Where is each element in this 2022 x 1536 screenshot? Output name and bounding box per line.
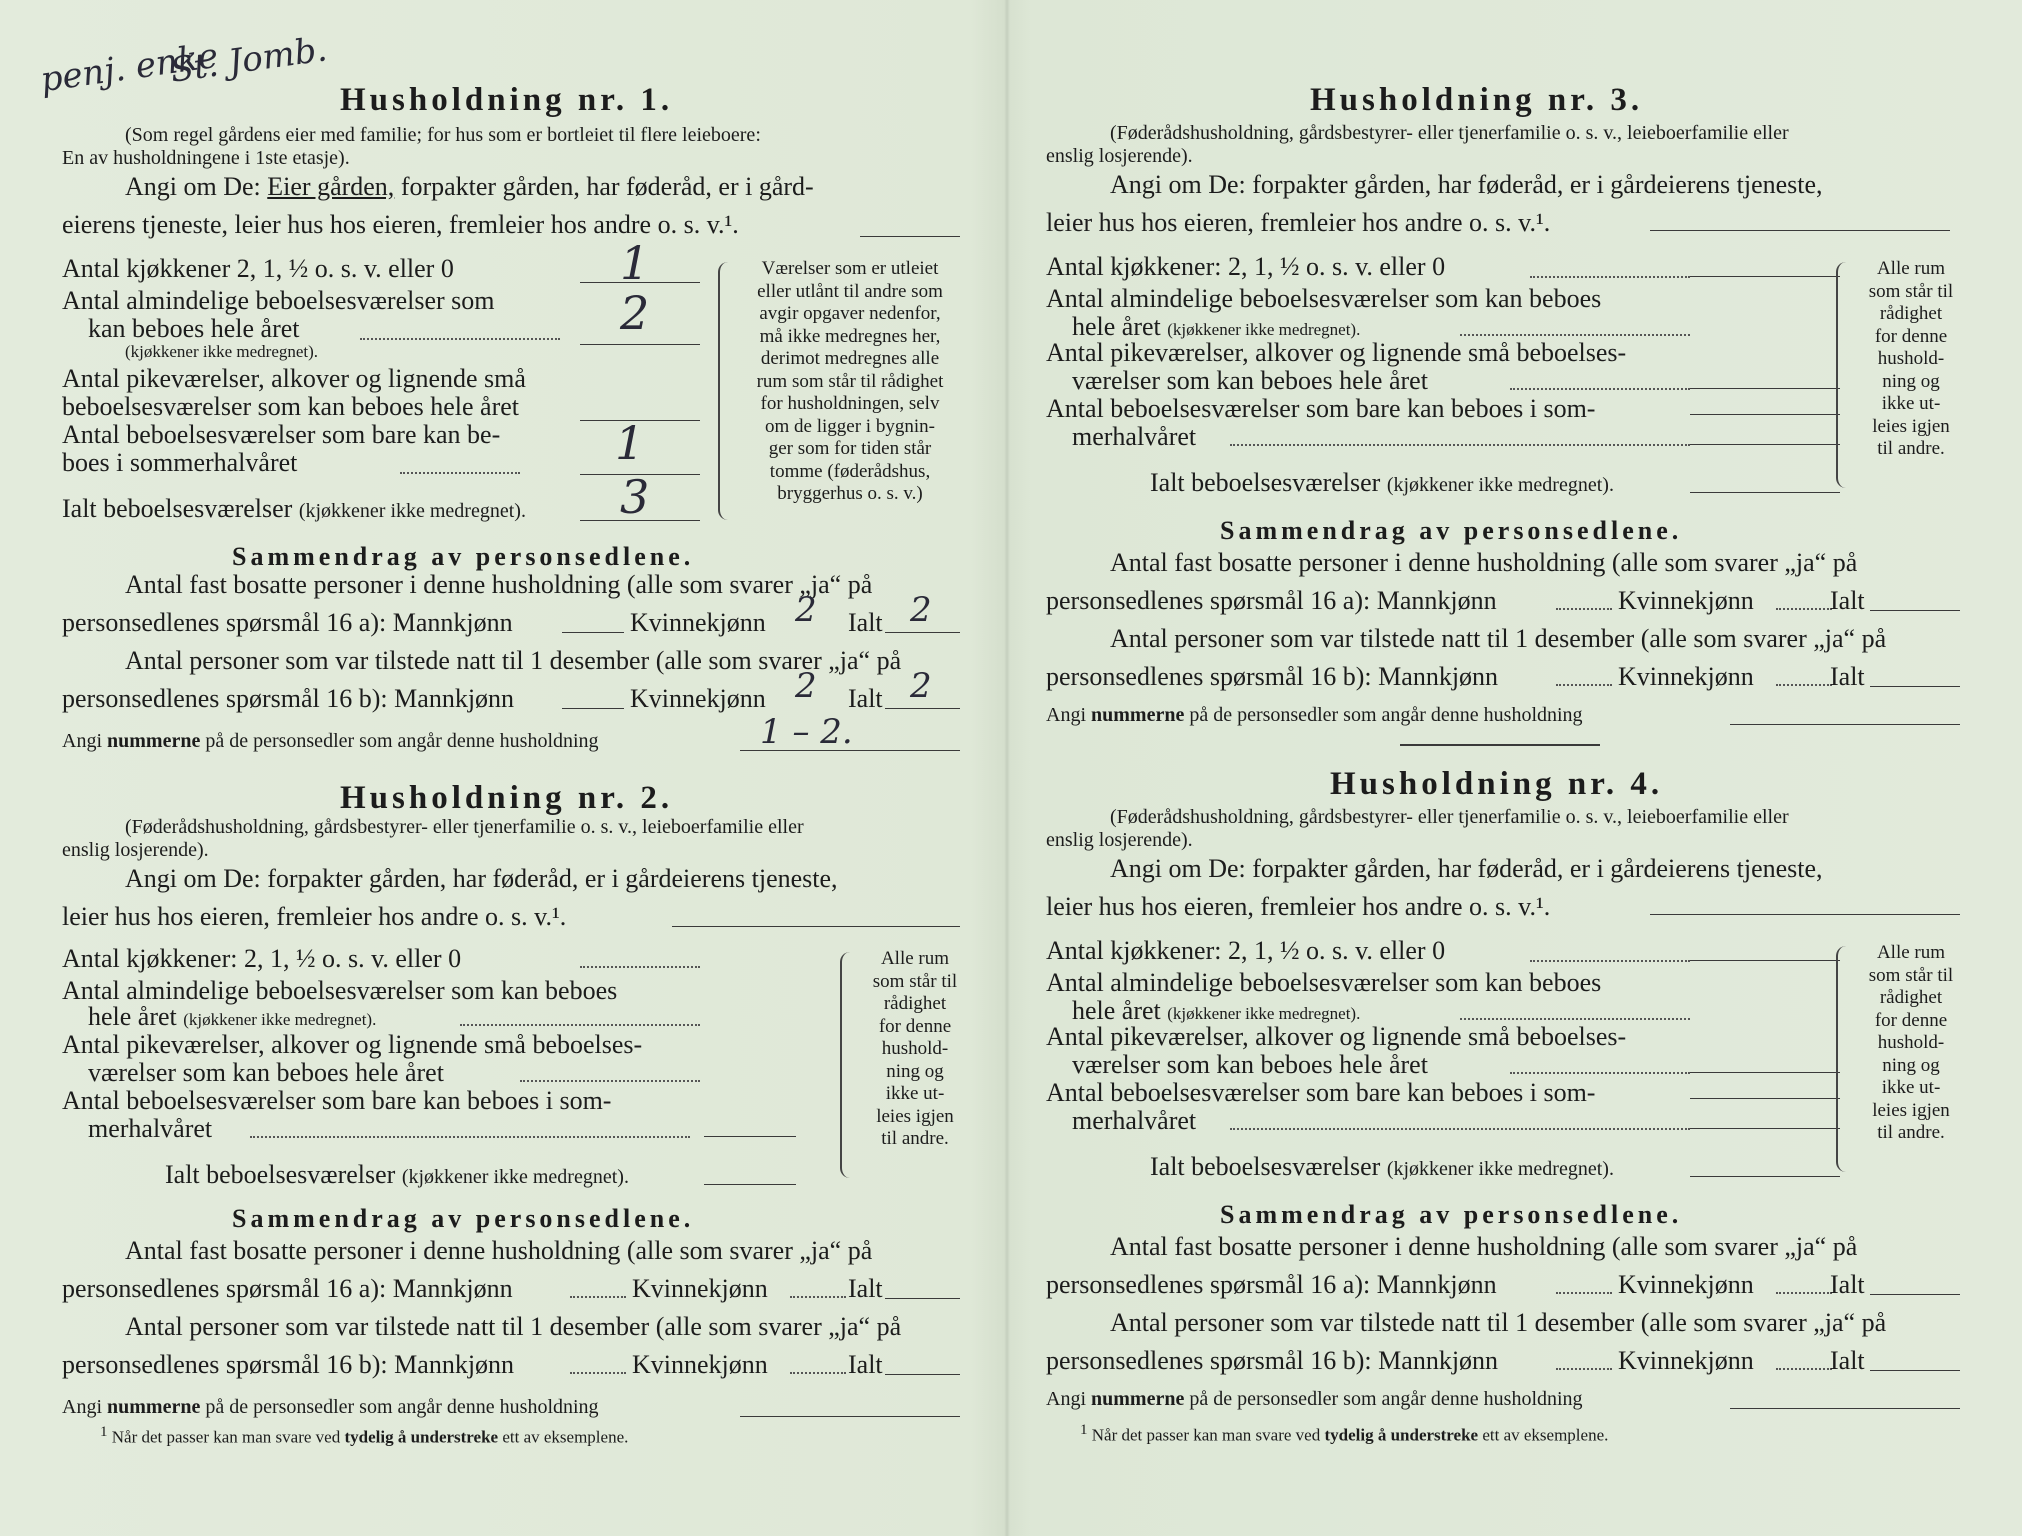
h1-rooms-value: 2 <box>620 286 650 340</box>
h3-s1-ialt-label: Ialt <box>1830 586 1865 615</box>
h1-summary-1a: Antal fast bosatte personer i denne husholdning (alle som svarer „ja“ på <box>125 570 873 599</box>
h3-s1-mann-dots <box>1556 608 1612 610</box>
h3-title: Husholdning nr. 3. <box>1310 82 1644 118</box>
h4-summary-1a: Antal fast bosatte personer i denne husholdning (alle som svarer „ja“ på <box>1110 1232 1858 1261</box>
h1-summary-2a: Antal personer som var tilstede natt til 1 desember (alle som svarer „ja“ på <box>125 646 902 675</box>
h3-total-label: Ialt beboelsesværelser <box>1150 468 1381 497</box>
h4-summer-top-line <box>1690 1098 1840 1099</box>
h4-row-summer-a: Antal beboelsesværelser som bare kan beboes i som- <box>1046 1078 1596 1107</box>
h4-angi-fill-line <box>1650 914 1960 915</box>
h3-subtitle-1: (Føderådshusholdning, gårdsbestyrer- eller tjenerfamilie o. s. v., leieboerfamilie eller <box>1110 122 1789 144</box>
h3-summary-1a: Antal fast bosatte personer i denne husholdning (alle som svarer „ja“ på <box>1110 548 1858 577</box>
h1-row-summer-a: Antal beboelsesværelser som bare kan be- <box>62 420 501 449</box>
h2-summer-dots <box>250 1136 690 1138</box>
footnote-left-pre: Når det passer kan man svare ved <box>111 1427 341 1447</box>
h3-note-line: Alle rum <box>1876 258 1946 279</box>
h4-note-line: rådighet <box>1879 987 1943 1008</box>
h1-subtitle-1: (Som regel gårdens eier med familie; for hus som er bortleiet til flere leieboere: <box>125 124 761 146</box>
h2-s2-ialt-line <box>885 1374 960 1375</box>
h3-angi-line1: Angi om De: forpakter gården, har føderåd, er i gårdeierens tjeneste, <box>1110 170 1823 199</box>
h1-note-line: må ikke medregnes her, <box>759 325 941 347</box>
h4-angi-line1: Angi om De: forpakter gården, har føderåd, er i gårdeierens tjeneste, <box>1110 854 1823 883</box>
h2-s1-mann-dots <box>570 1296 626 1298</box>
footnote-left <box>100 1424 628 1448</box>
h2-s1-ialt-label: Ialt <box>848 1274 883 1303</box>
h3-numbers-bold: nummerne <box>1091 704 1185 726</box>
h2-rooms-c-text: (kjøkkener ikke medregnet). <box>183 1010 377 1029</box>
footnote-right-post: ett av eksemplene. <box>1482 1425 1609 1445</box>
h1-note-line: eller utlånt til andre som <box>757 280 943 302</box>
h3-numbers-pre: Angi <box>1046 704 1086 726</box>
h4-row-small-b: værelser som kan beboes hele året <box>1072 1050 1428 1079</box>
h1-row-rooms-b: kan beboes hele året <box>88 314 300 343</box>
h4-title: Husholdning nr. 4. <box>1330 766 1664 802</box>
footnote-left-bold: tydelig å understreke <box>344 1427 499 1447</box>
h1-side-note <box>730 258 970 506</box>
h3-row-summer-a: Antal beboelsesværelser som bare kan beboes i som- <box>1046 394 1596 423</box>
h1-row-kitchens: Antal kjøkkener 2, 1, ½ o. s. v. eller 0 <box>62 254 454 283</box>
margin-note-line2: St. Jomb. <box>167 29 330 91</box>
h3-row-small-b: værelser som kan beboes hele året <box>1072 366 1428 395</box>
h2-angi-line1: Angi om De: forpakter gården, har føderåd, er i gårdeierens tjeneste, <box>125 864 838 893</box>
h4-numbers-line <box>1730 1408 1960 1409</box>
footnote-left-post: ett av eksemplene. <box>502 1427 629 1447</box>
h3-row-summer-b: merhalvåret <box>1072 422 1197 451</box>
h4-note-line: Alle rum <box>1876 942 1946 963</box>
h4-s1-mann-dots <box>1556 1292 1612 1294</box>
h3-summary-title: Sammendrag av personsedlene. <box>1220 516 1683 545</box>
h2-numbers-line <box>740 1416 960 1417</box>
h4-note-line: hushold- <box>1877 1032 1945 1053</box>
h4-s1-ialt-label: Ialt <box>1830 1270 1865 1299</box>
h1-rooms-line <box>580 344 700 345</box>
footnote-left-mark: 1 <box>100 1424 108 1440</box>
h4-row-total <box>1150 1152 1614 1182</box>
h2-row-small-b: værelser som kan beboes hele året <box>88 1058 444 1087</box>
h3-angi-line2: leier hus hos eieren, fremleier hos andre o. s. v.¹. <box>1046 208 1551 237</box>
h2-total-label: Ialt beboelsesværelser <box>165 1160 396 1189</box>
h1-note-line: ger som for tiden står <box>768 438 932 459</box>
h2-numbers-bold: nummerne <box>107 1396 201 1418</box>
h4-s2-mann-dots <box>1556 1368 1612 1370</box>
h1-summary-title: Sammendrag av personsedlene. <box>232 542 695 571</box>
h1-total-value: 3 <box>620 470 650 524</box>
h2-numbers-row <box>62 1396 599 1419</box>
h1-note-line: Værelser som er utleiet <box>761 258 939 279</box>
h3-numbers-row <box>1046 704 1583 727</box>
h2-summary-2a: Antal personer som var tilstede natt til 1 desember (alle som svarer „ja“ på <box>125 1312 902 1341</box>
h1-kitchens-value: 1 <box>620 236 650 290</box>
h3-rooms-dots <box>1460 334 1690 336</box>
h2-rooms-b-text: hele året <box>88 1002 177 1031</box>
h1-title: Husholdning nr. 1. <box>340 82 674 118</box>
h4-row-rooms-a: Antal almindelige beboelsesværelser som kan beboes <box>1046 968 1602 997</box>
h2-note-line: ning og <box>886 1060 944 1082</box>
h1-s2-ialt-value: 2 <box>910 666 932 706</box>
h1-summer-dots <box>400 472 520 474</box>
h1-numbers-post: på de personsedler som angår denne husholdning <box>205 730 599 752</box>
h1-angi-fill-line <box>860 236 960 237</box>
h3-row-kitchens: Antal kjøkkener: 2, 1, ½ o. s. v. eller 0 <box>1046 252 1446 281</box>
h3-s1-mann-label: personsedlenes spørsmål 16 a): Mannkjønn <box>1046 586 1497 615</box>
h1-s2-kvinne-value: 2 <box>795 666 817 706</box>
h2-row-total <box>165 1160 629 1190</box>
h4-summary-title: Sammendrag av personsedlene. <box>1220 1200 1683 1229</box>
h4-subtitle-1: (Føderådshusholdning, gårdsbestyrer- eller tjenerfamilie o. s. v., leieboerfamilie eller <box>1110 806 1789 828</box>
h1-s2-ialt-line <box>885 708 960 709</box>
h4-s1-ialt-line <box>1870 1294 1960 1295</box>
h2-row-summer-b: merhalvåret <box>88 1114 213 1143</box>
h4-numbers-pre: Angi <box>1046 1388 1086 1410</box>
h1-s2-kvinne-label: Kvinnekjønn <box>630 684 766 713</box>
h3-row-rooms-a: Antal almindelige beboelsesværelser som kan beboes <box>1046 284 1602 313</box>
h2-s2-kvinne-dots <box>790 1372 846 1374</box>
h3-summer-top-line <box>1690 414 1840 415</box>
h3-s1-ialt-line <box>1870 610 1960 611</box>
h2-row-summer-a: Antal beboelsesværelser som bare kan beboes i som- <box>62 1086 612 1115</box>
h2-s2-mann-label: personsedlenes spørsmål 16 b): Mannkjønn <box>62 1350 515 1379</box>
h1-s2-ialt-label: Ialt <box>848 684 883 713</box>
h1-row-small-a: Antal pikeværelser, alkover og lignende små <box>62 364 526 393</box>
h3-rooms-b-text: hele året <box>1072 312 1161 341</box>
h2-summary-1a: Antal fast bosatte personer i denne husholdning (alle som svarer „ja“ på <box>125 1236 873 1265</box>
h3-row-small-a: Antal pikeværelser, alkover og lignende små beboelses- <box>1046 338 1627 367</box>
h4-note-line: som står til <box>1868 964 1954 986</box>
h3-s1-kvinne-dots <box>1776 608 1832 610</box>
h4-s2-ialt-line <box>1870 1370 1960 1371</box>
h1-total-note: (kjøkkener ikke medregnet). <box>298 500 526 522</box>
h3-s2-ialt-label: Ialt <box>1830 662 1865 691</box>
h4-side-note <box>1846 942 1976 1145</box>
h1-note-line: derimot medregnes alle <box>760 348 940 369</box>
h4-rooms-dots <box>1460 1018 1690 1020</box>
h1-subtitle-2: En av husholdningene i 1ste etasje). <box>62 147 350 169</box>
h3-note-line: rådighet <box>1879 303 1943 324</box>
h1-note-line: rum som står til rådighet <box>756 370 944 392</box>
h1-s1-kvinne-label: Kvinnekjønn <box>630 608 766 637</box>
h2-note-line: hushold- <box>881 1038 949 1059</box>
h2-total-line <box>704 1184 796 1185</box>
h2-s2-ialt-label: Ialt <box>848 1350 883 1379</box>
h3-total-note: (kjøkkener ikke medregnet). <box>1386 474 1614 496</box>
h4-s1-mann-label: personsedlenes spørsmål 16 a): Mannkjønn <box>1046 1270 1497 1299</box>
h4-s2-kvinne-dots <box>1776 1368 1832 1370</box>
h2-angi-line2: leier hus hos eieren, fremleier hos andre o. s. v.¹. <box>62 902 567 931</box>
h3-note-line: til andre. <box>1877 438 1945 459</box>
h4-s2-kvinne-label: Kvinnekjønn <box>1618 1346 1754 1375</box>
h1-note-line: tomme (føderådshus, <box>769 460 931 482</box>
h2-numbers-pre: Angi <box>62 1396 102 1418</box>
h1-row-rooms-c: (kjøkkener ikke medregnet). <box>125 342 319 361</box>
h2-note-line: ikke ut- <box>885 1083 945 1104</box>
h4-numbers-row <box>1046 1388 1583 1411</box>
h4-small-line <box>1690 1072 1840 1073</box>
h4-small-dots <box>1510 1072 1690 1074</box>
h4-numbers-post: på de personsedler som angår denne husholdning <box>1189 1388 1583 1410</box>
h3-row-total <box>1150 468 1614 498</box>
h1-angi-line1 <box>125 172 814 202</box>
h3-summer-line <box>1690 444 1840 445</box>
h1-total-label: Ialt beboelsesværelser <box>62 494 293 523</box>
footnote-right-bold: tydelig å understreke <box>1324 1425 1479 1445</box>
h4-summer-line <box>1690 1128 1840 1129</box>
h3-note-line: for denne <box>1874 325 1948 347</box>
h3-note-line: ning og <box>1882 370 1940 392</box>
h2-note-line: rådighet <box>883 993 947 1014</box>
h3-summary-2a: Antal personer som var tilstede natt til 1 desember (alle som svarer „ja“ på <box>1110 624 1887 653</box>
h2-row-rooms-a: Antal almindelige beboelsesværelser som kan beboes <box>62 976 618 1005</box>
h1-s1-ialt-label: Ialt <box>848 608 883 637</box>
h3-s2-kvinne-dots <box>1776 684 1832 686</box>
h3-kitchens-dots <box>1530 276 1690 278</box>
h3-s2-ialt-line <box>1870 686 1960 687</box>
h3-angi-fill-line <box>1650 230 1950 231</box>
h4-note-line: ning og <box>1882 1054 1940 1076</box>
h1-row-total <box>62 494 526 524</box>
h4-s2-mann-label: personsedlenes spørsmål 16 b): Mannkjønn <box>1046 1346 1499 1375</box>
h4-row-small-a: Antal pikeværelser, alkover og lignende små beboelses- <box>1046 1022 1627 1051</box>
h2-row-rooms-b <box>88 1002 376 1032</box>
h3-summer-dots <box>1230 444 1690 446</box>
h2-note-line: Alle rum <box>880 948 950 969</box>
h1-s2-mann-line <box>562 708 624 709</box>
h3-side-note <box>1846 258 1976 461</box>
h2-summer-line <box>704 1136 796 1137</box>
h3-s1-kvinne-label: Kvinnekjønn <box>1618 586 1754 615</box>
h3-subtitle-2: enslig losjerende). <box>1046 145 1193 167</box>
h2-note-line: for denne <box>878 1015 952 1037</box>
h4-note-line: for denne <box>1874 1009 1948 1031</box>
h2-subtitle-2: enslig losjerende). <box>62 839 209 861</box>
h4-summer-dots <box>1230 1128 1690 1130</box>
h4-kitchens-dots <box>1530 960 1690 962</box>
h1-angi-prefix: Angi om De: <box>125 172 261 201</box>
h4-kitchens-line <box>1690 960 1840 961</box>
h3-note-line: ikke ut- <box>1881 393 1941 414</box>
right-page <box>1010 0 2022 1536</box>
h1-angi-line2: eierens tjeneste, leier hus hos eieren, fremleier hos andre o. s. v.¹. <box>62 210 739 239</box>
h2-row-kitchens: Antal kjøkkener: 2, 1, ½ o. s. v. eller 0 <box>62 944 462 973</box>
h1-s1-ialt-line <box>885 632 960 633</box>
h2-s1-kvinne-label: Kvinnekjønn <box>632 1274 768 1303</box>
h4-summary-2a: Antal personer som var tilstede natt til 1 desember (alle som svarer „ja“ på <box>1110 1308 1887 1337</box>
h3-kitchens-line <box>1690 276 1840 277</box>
h3-total-line <box>1690 492 1840 493</box>
h4-s1-kvinne-dots <box>1776 1292 1832 1294</box>
h2-s2-mann-dots <box>570 1372 626 1374</box>
h1-summary-1b <box>62 608 513 638</box>
h2-s1-mann-label: personsedlenes spørsmål 16 a): Mannkjønn <box>62 1274 513 1303</box>
h3-numbers-post: på de personsedler som angår denne husholdning <box>1189 704 1583 726</box>
h1-numbers-row <box>62 730 599 753</box>
h4-note-line: leies igjen <box>1872 1099 1950 1121</box>
h2-note-line: til andre. <box>881 1128 949 1149</box>
footnote-right-mark: 1 <box>1080 1422 1088 1438</box>
footnote-right-pre: Når det passer kan man svare ved <box>1091 1425 1321 1445</box>
h2-note-line: leies igjen <box>876 1105 954 1127</box>
h1-note-line: om de ligger i bygnin- <box>765 415 935 437</box>
h2-note-line: som står til <box>872 970 958 992</box>
h3-rooms-c-text: (kjøkkener ikke medregnet). <box>1167 320 1361 339</box>
h3-s2-mann-dots <box>1556 684 1612 686</box>
h2-kitchens-dots <box>580 966 700 968</box>
h4-total-line <box>1690 1176 1840 1177</box>
h4-angi-line2: leier hus hos eieren, fremleier hos andre o. s. v.¹. <box>1046 892 1551 921</box>
h2-numbers-post: på de personsedler som angår denne husholdning <box>205 1396 599 1418</box>
h4-note-line: til andre. <box>1877 1122 1945 1143</box>
h4-rooms-c-text: (kjøkkener ikke medregnet). <box>1167 1004 1361 1023</box>
h3-s2-kvinne-label: Kvinnekjønn <box>1618 662 1754 691</box>
h4-total-note: (kjøkkener ikke medregnet). <box>1386 1158 1614 1180</box>
h1-numbers-pre: Angi <box>62 730 102 752</box>
h4-numbers-bold: nummerne <box>1091 1388 1185 1410</box>
h4-rooms-b-text: hele året <box>1072 996 1161 1025</box>
h2-s1-ialt-line <box>885 1298 960 1299</box>
h4-total-label: Ialt beboelsesværelser <box>1150 1152 1381 1181</box>
h1-rooms-dots <box>360 338 560 340</box>
h3-s2-mann-label: personsedlenes spørsmål 16 b): Mannkjønn <box>1046 662 1499 691</box>
h1-numbers-value: 1 – 2. <box>760 712 853 752</box>
h1-summer-value: 1 <box>615 416 645 470</box>
h2-rooms-dots <box>460 1024 700 1026</box>
h2-s2-kvinne-label: Kvinnekjønn <box>632 1350 768 1379</box>
h2-angi-fill-line <box>672 926 960 927</box>
h3-note-line: leies igjen <box>1872 415 1950 437</box>
h2-s1-kvinne-dots <box>790 1296 846 1298</box>
h1-s1-mann-label: personsedlenes spørsmål 16 a): Mannkjønn <box>62 608 513 637</box>
section-divider <box>1400 744 1600 746</box>
h1-s1-ialt-value: 2 <box>910 590 932 630</box>
h2-small-dots <box>520 1080 700 1082</box>
h2-side-note <box>850 948 980 1151</box>
h1-row-summer-b: boes i sommerhalvåret <box>62 448 298 477</box>
h4-note-line: ikke ut- <box>1881 1077 1941 1098</box>
h2-subtitle-1: (Føderådshusholdning, gårdsbestyrer- eller tjenerfamilie o. s. v., leieboerfamilie eller <box>125 816 804 838</box>
h4-subtitle-2: enslig losjerende). <box>1046 829 1193 851</box>
h1-s1-kvinne-value: 2 <box>795 590 817 630</box>
h1-row-small-b: beboelsesværelser som kan beboes hele året <box>62 392 520 421</box>
h1-note-line: bryggerhus o. s. v.) <box>777 483 923 504</box>
h1-tenure-answer: Eier gården, <box>267 172 395 201</box>
h2-summary-title: Sammendrag av personsedlene. <box>232 1204 695 1233</box>
h1-note-line: avgir opgaver nedenfor, <box>759 303 941 324</box>
h4-row-kitchens: Antal kjøkkener: 2, 1, ½ o. s. v. eller 0 <box>1046 936 1446 965</box>
left-page <box>0 0 1000 1536</box>
h4-s2-ialt-label: Ialt <box>1830 1346 1865 1375</box>
h1-angi-suffix: forpakter gården, har føderåd, er i gård- <box>400 172 814 201</box>
h4-s1-kvinne-label: Kvinnekjønn <box>1618 1270 1754 1299</box>
h4-row-summer-b: merhalvåret <box>1072 1106 1197 1135</box>
h3-note-line: hushold- <box>1877 348 1945 369</box>
h1-s2-mann-label: personsedlenes spørsmål 16 b): Mannkjønn <box>62 684 515 713</box>
h1-row-rooms-a: Antal almindelige beboelsesværelser som <box>62 286 495 315</box>
footnote-right <box>1080 1422 1608 1446</box>
h1-numbers-bold: nummerne <box>107 730 201 752</box>
h1-s1-mann-line <box>562 632 624 633</box>
h1-note-line: for husholdningen, selv <box>760 393 940 414</box>
h2-row-small-a: Antal pikeværelser, alkover og lignende små beboelses- <box>62 1030 643 1059</box>
h2-title: Husholdning nr. 2. <box>340 780 674 816</box>
h2-total-note: (kjøkkener ikke medregnet). <box>401 1166 629 1188</box>
h3-numbers-line <box>1730 724 1960 725</box>
h3-small-dots <box>1510 388 1690 390</box>
margin-note-line1: penj. enke <box>38 35 221 101</box>
h3-note-line: som står til <box>1868 280 1954 302</box>
h3-small-line <box>1690 388 1840 389</box>
